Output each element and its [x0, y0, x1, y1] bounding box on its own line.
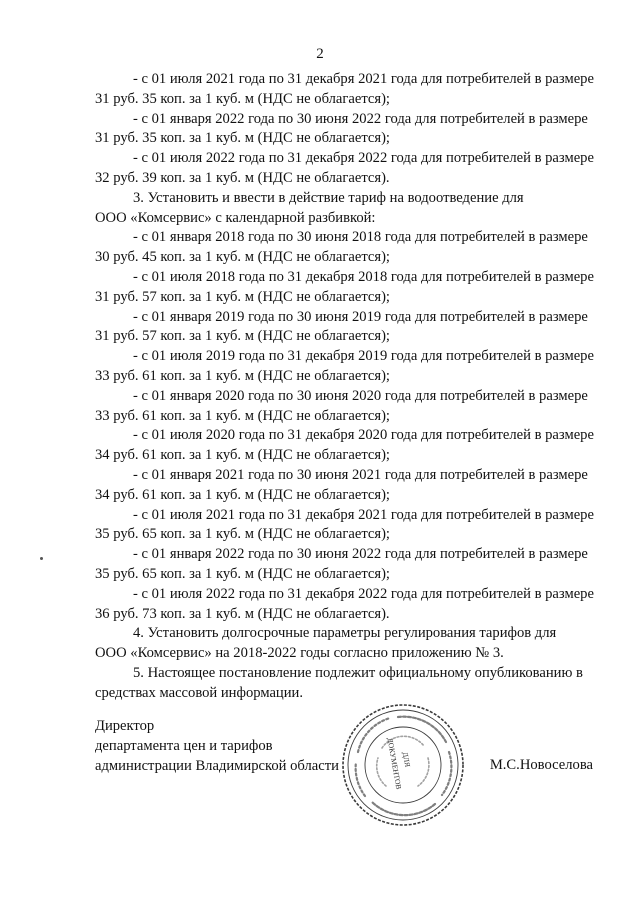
tariff-item	[95, 347, 601, 387]
item-line-2: 35 руб. 65 коп. за 1 куб. м (НДС не облагается);	[95, 565, 390, 582]
signatory-name: М.С.Новоселова	[489, 757, 593, 773]
tariff-item	[95, 268, 601, 308]
item-line-2: 33 руб. 61 коп. за 1 куб. м (НДС не облагается);	[95, 367, 390, 384]
tariff-item	[95, 506, 601, 546]
item-line-2: 36 руб. 73 коп. за 1 куб. м (НДС не облагается).	[95, 605, 390, 622]
tariff-item	[95, 545, 601, 585]
section-5-line-2: средствах массовой информации.	[95, 684, 304, 701]
item-line-1: - с 01 июля 2019 года по 31 декабря 2019 года для потребителей в размере	[133, 348, 594, 365]
item-line-2: 31 руб. 57 коп. за 1 куб. м (НДС не облагается);	[95, 328, 390, 345]
item-line-1: - с 01 января 2018 года по 30 июня 2018 года для потребителей в размере	[133, 229, 588, 246]
item-line-2: 34 руб. 61 коп. за 1 куб. м (НДС не облагается);	[95, 486, 390, 503]
section-5	[95, 664, 601, 704]
stamp-center-text: ДОКУМЕНТОВ	[385, 737, 404, 791]
tariff-item	[95, 228, 601, 268]
signatory-title	[95, 717, 339, 776]
item-line-2: 30 руб. 45 коп. за 1 куб. м (НДС не облагается);	[95, 249, 390, 266]
section-3-line-1: 3. Установить и ввести в действие тариф на водоотведение для	[133, 189, 524, 206]
section-4-line-2: ООО «Комсервис» на 2018-2022 годы согласно приложению № 3.	[95, 645, 504, 662]
signatory-title-line: департамента цен и тарифов	[95, 737, 273, 754]
tariff-item	[95, 308, 601, 348]
section-3-line-2: ООО «Комсервис» с календарной разбивкой:	[95, 209, 376, 226]
tariff-item	[95, 387, 601, 427]
item-line-2: 33 руб. 61 коп. за 1 куб. м (НДС не облагается);	[95, 407, 390, 424]
item-line-1: - с 01 января 2022 года по 30 июня 2022 года для потребителей в размере	[133, 110, 588, 127]
tariff-item	[95, 149, 601, 189]
item-line-1: - с 01 января 2022 года по 30 июня 2022 года для потребителей в размере	[133, 546, 588, 563]
section-5-line-1: 5. Настоящее постановление подлежит официальному опубликованию в	[133, 664, 583, 681]
item-line-1: - с 01 января 2021 года по 30 июня 2021 года для потребителей в размере	[133, 466, 588, 483]
page-number: 2	[316, 46, 324, 62]
item-line-2: 31 руб. 35 коп. за 1 куб. м (НДС не облагается);	[95, 130, 390, 147]
item-line-2: 32 руб. 39 коп. за 1 куб. м (НДС не облагается).	[95, 169, 390, 186]
tariff-item	[95, 466, 601, 506]
section-4-line-1: 4. Установить долгосрочные параметры регулирования тарифов для	[133, 625, 557, 642]
scan-speck	[40, 557, 43, 560]
item-line-1: - с 01 июля 2021 года по 31 декабря 2021 года для потребителей в размере	[133, 506, 594, 523]
document-body	[95, 70, 601, 704]
tariff-item	[95, 110, 601, 150]
tariff-item	[95, 585, 601, 625]
tariff-item	[95, 426, 601, 466]
item-line-1: - с 01 июля 2022 года по 31 декабря 2022 года для потребителей в размере	[133, 150, 594, 167]
item-line-2: 31 руб. 57 коп. за 1 куб. м (НДС не облагается);	[95, 288, 390, 305]
item-line-1: - с 01 июля 2022 года по 31 декабря 2022 года для потребителей в размере	[133, 585, 594, 602]
item-line-1: - с 01 января 2020 года по 30 июня 2020 года для потребителей в размере	[133, 387, 588, 404]
item-line-1: - с 01 июля 2021 года по 31 декабря 2021 года для потребителей в размере	[133, 71, 594, 87]
item-line-1: - с 01 января 2019 года по 30 июня 2019 года для потребителей в размере	[133, 308, 588, 325]
tariff-item	[95, 70, 601, 110]
item-line-2: 35 руб. 65 коп. за 1 куб. м (НДС не облагается);	[95, 526, 390, 543]
item-line-2: 34 руб. 61 коп. за 1 куб. м (НДС не облагается);	[95, 447, 390, 464]
section-4	[95, 624, 601, 664]
signatory-title-line: Директор	[95, 718, 155, 734]
stamp-center-text: ДЛЯ	[400, 751, 413, 768]
section-3	[95, 189, 601, 229]
official-seal-stamp	[338, 700, 468, 830]
signatory-title-line: администрации Владимирской области	[95, 757, 339, 774]
item-line-1: - с 01 июля 2020 года по 31 декабря 2020 года для потребителей в размере	[133, 427, 594, 444]
item-line-2: 31 руб. 35 коп. за 1 куб. м (НДС не облагается);	[95, 90, 390, 107]
item-line-1: - с 01 июля 2018 года по 31 декабря 2018 года для потребителей в размере	[133, 268, 594, 285]
